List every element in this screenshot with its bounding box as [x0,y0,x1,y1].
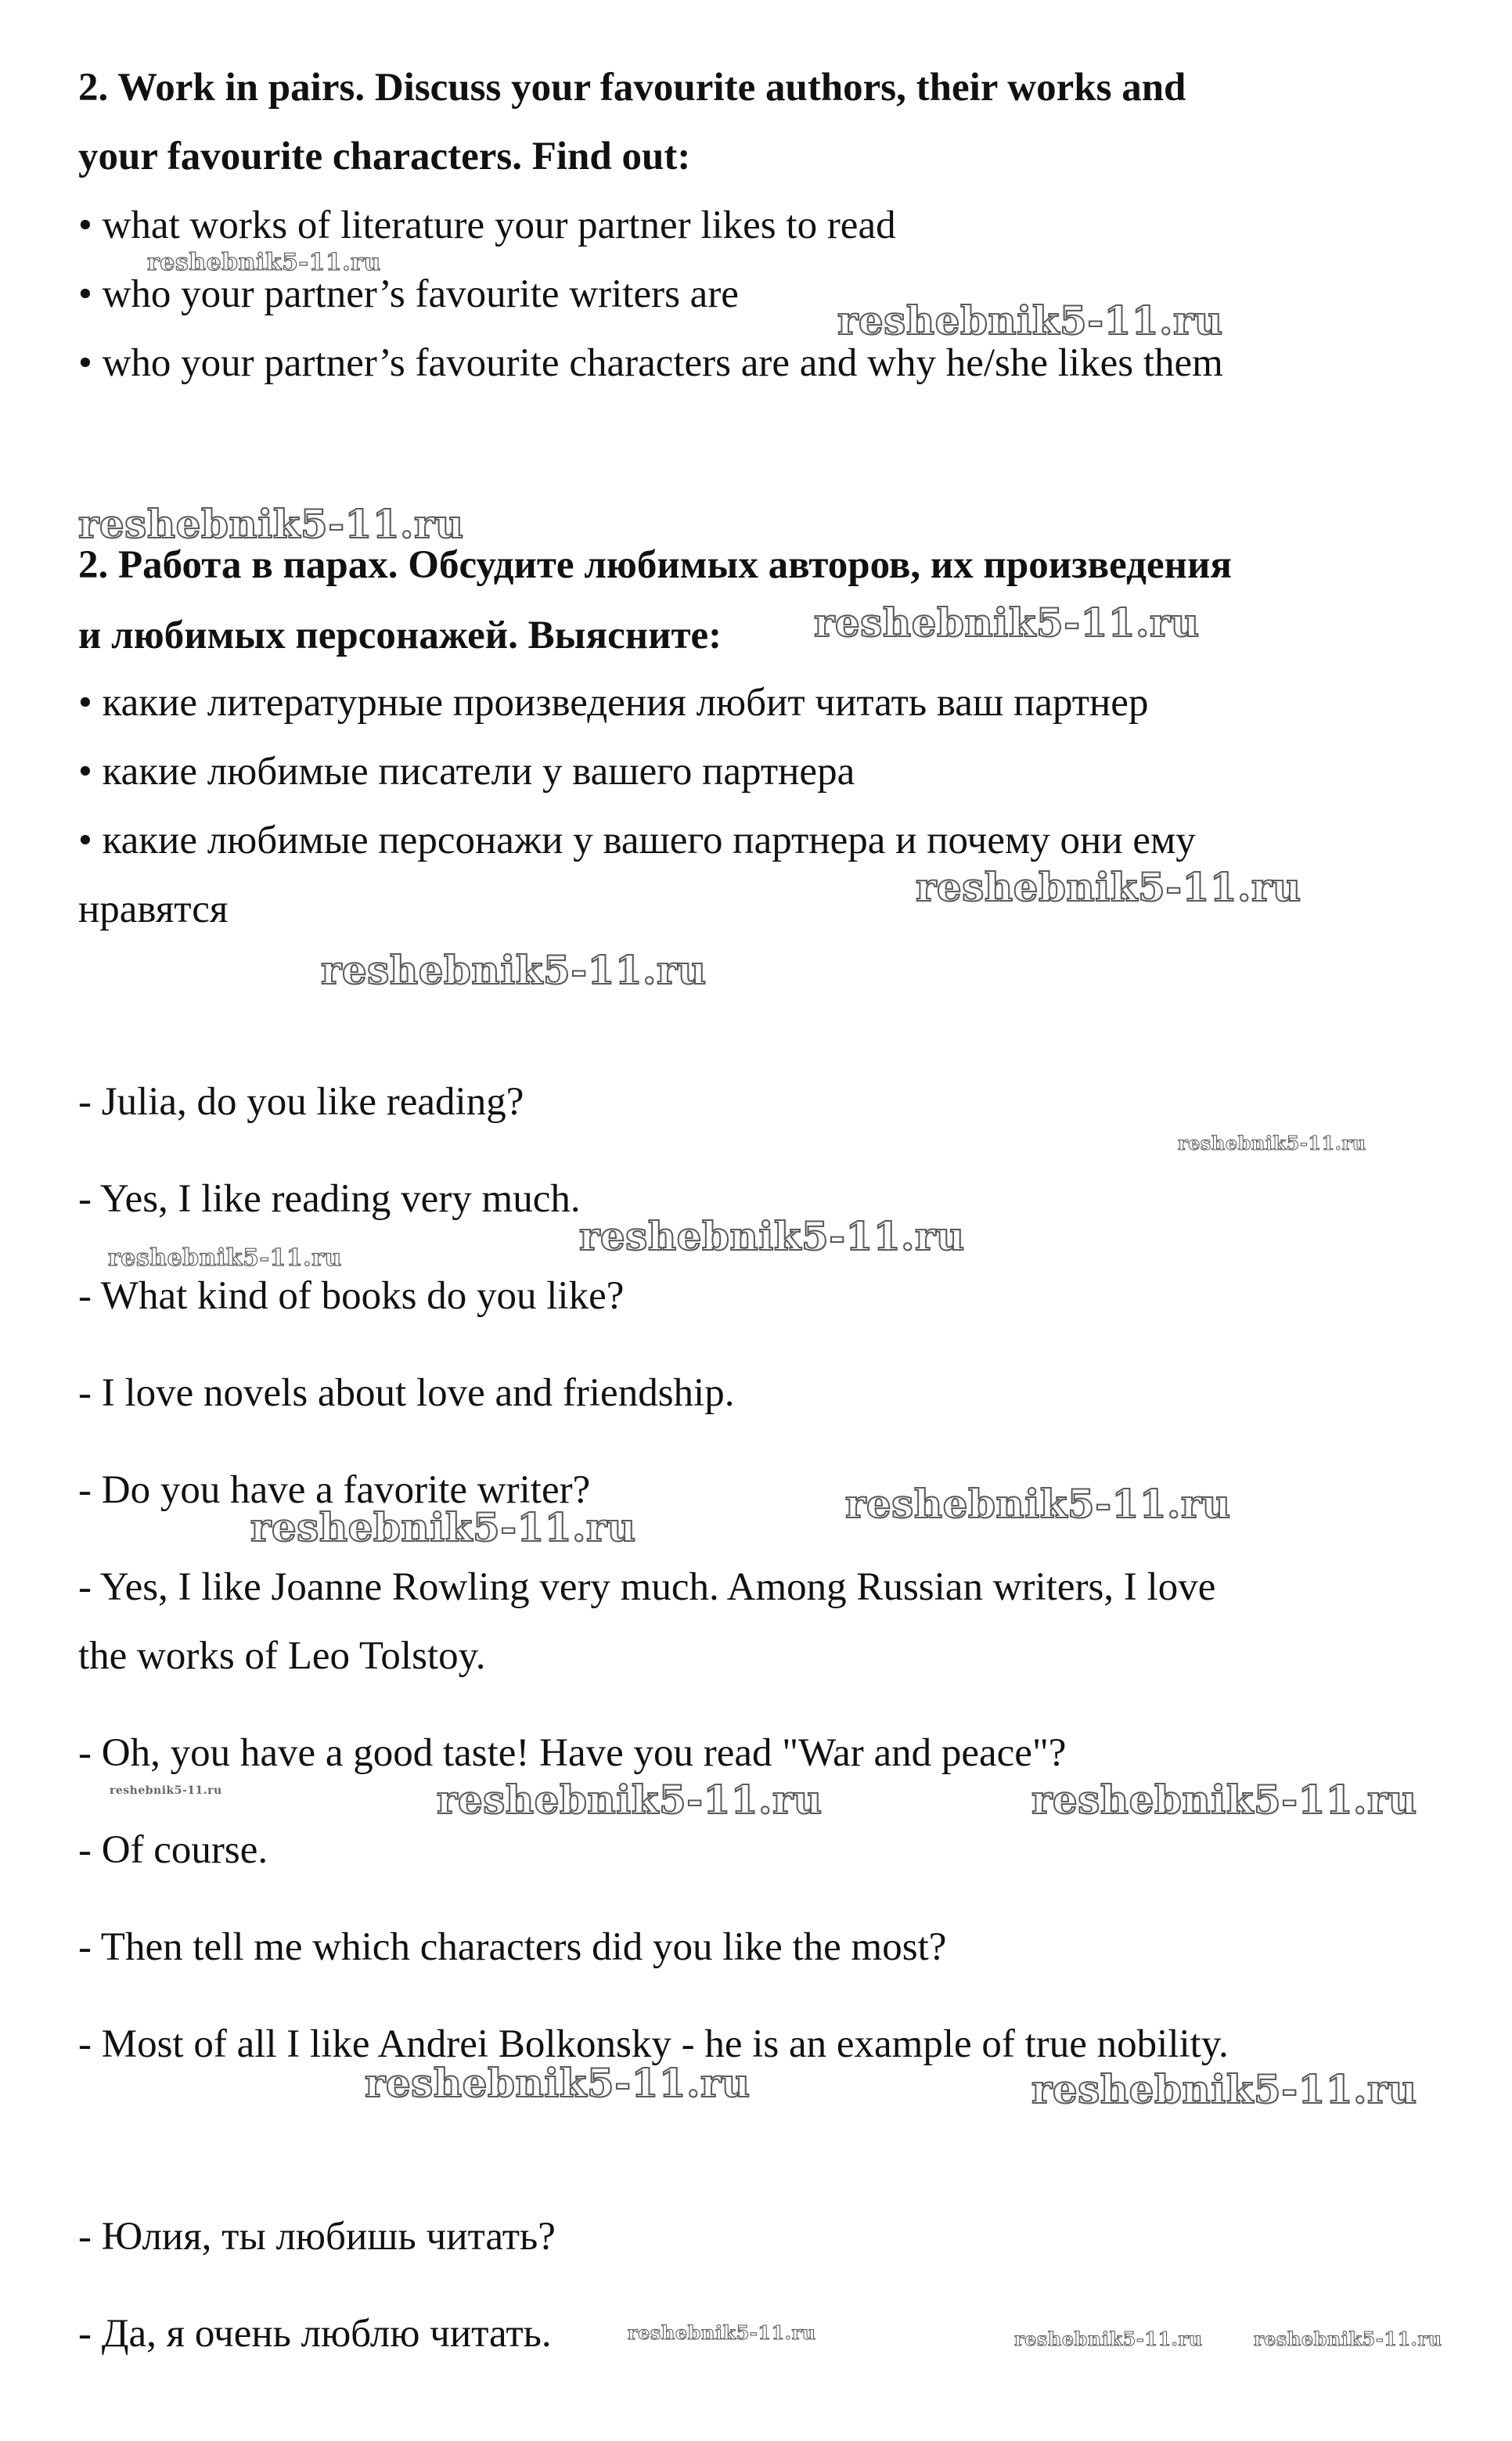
watermark: reshebnik5-11.ru [1014,2328,1203,2350]
task-en-heading-line2: your favourite characters. Find out: [78,135,691,178]
dialogue-en-line: - Do you have a favorite writer? [78,1468,591,1512]
task-en-heading-line1: 2. Work in pairs. Discuss your favourite authors, their works and [78,66,1186,110]
dialogue-en-line: - Most of all I like Andrei Bolkonsky - he is an example of true nobility. [78,2022,1229,2066]
dialogue-ru-line: - Да, я очень люблю читать. [78,2312,552,2356]
watermark: reshebnik5-11.ru [814,599,1200,646]
dialogue-en-line: - Yes, I like reading very much. [78,1177,581,1221]
watermark: reshebnik5-11.ru [579,1213,965,1259]
task-ru-bullet-2: • какие любимые писатели у вашего партнера [78,750,855,794]
dialogue-ru-line: - Юлия, ты любишь читать? [78,2215,556,2259]
watermark: reshebnik5-11.ru [437,1777,823,1823]
dialogue-en-line: - I love novels about love and friendship. [78,1371,735,1415]
watermark: reshebnik5-11.ru [1031,1777,1417,1823]
task-ru-bullet-3-cont: нравятся [78,887,229,931]
watermark: reshebnik5-11.ru [845,1481,1231,1527]
watermark: reshebnik5-11.ru [147,249,381,276]
watermark: reshebnik5-11.ru [1254,2328,1442,2350]
task-ru-heading-line2: и любимых персонажей. Выясните: [78,614,722,657]
task-en-bullet-2: • who your partner’s favourite writers are [78,272,739,316]
watermark: reshebnik5-11.ru [365,2060,751,2106]
watermark: reshebnik5-11.ru [321,947,707,993]
task-ru-bullet-3: • какие любимые персонажи у вашего партнера и почему они ему [78,819,1196,862]
task-en-bullet-1: • what works of literature your partner likes to read [78,203,896,247]
task-en-bullet-3: • who your partner’s favourite characters are and why he/she likes them [78,341,1223,385]
watermark: reshebnik5-11.ru [1178,1132,1366,1154]
watermark: reshebnik5-11.ru [250,1504,636,1550]
watermark: reshebnik5-11.ru [78,501,464,547]
watermark: reshebnik5-11.ru [110,1784,222,1797]
task-ru-heading-line1: 2. Работа в парах. Обсудите любимых авторов, их произведения [78,543,1232,587]
task-ru-bullet-1: • какие литературные произведения любит читать ваш партнер [78,681,1149,725]
dialogue-en-line: the works of Leo Tolstoy. [78,1634,486,1678]
watermark: reshebnik5-11.ru [108,1244,342,1272]
dialogue-en-line: - What kind of books do you like? [78,1274,625,1318]
watermark: reshebnik5-11.ru [837,297,1223,344]
watermark: reshebnik5-11.ru [916,864,1301,910]
watermark: reshebnik5-11.ru [1031,2066,1417,2112]
dialogue-en-line: - Oh, you have a good taste! Have you read "War and peace"? [78,1731,1067,1775]
dialogue-en-line: - Julia, do you like reading? [78,1080,524,1124]
watermark: reshebnik5-11.ru [628,2321,816,2344]
dialogue-en-line: - Yes, I like Joanne Rowling very much. Among Russian writers, I love [78,1565,1216,1609]
dialogue-en-line: - Then tell me which characters did you like the most? [78,1925,947,1969]
dialogue-en-line: - Of course. [78,1828,268,1872]
